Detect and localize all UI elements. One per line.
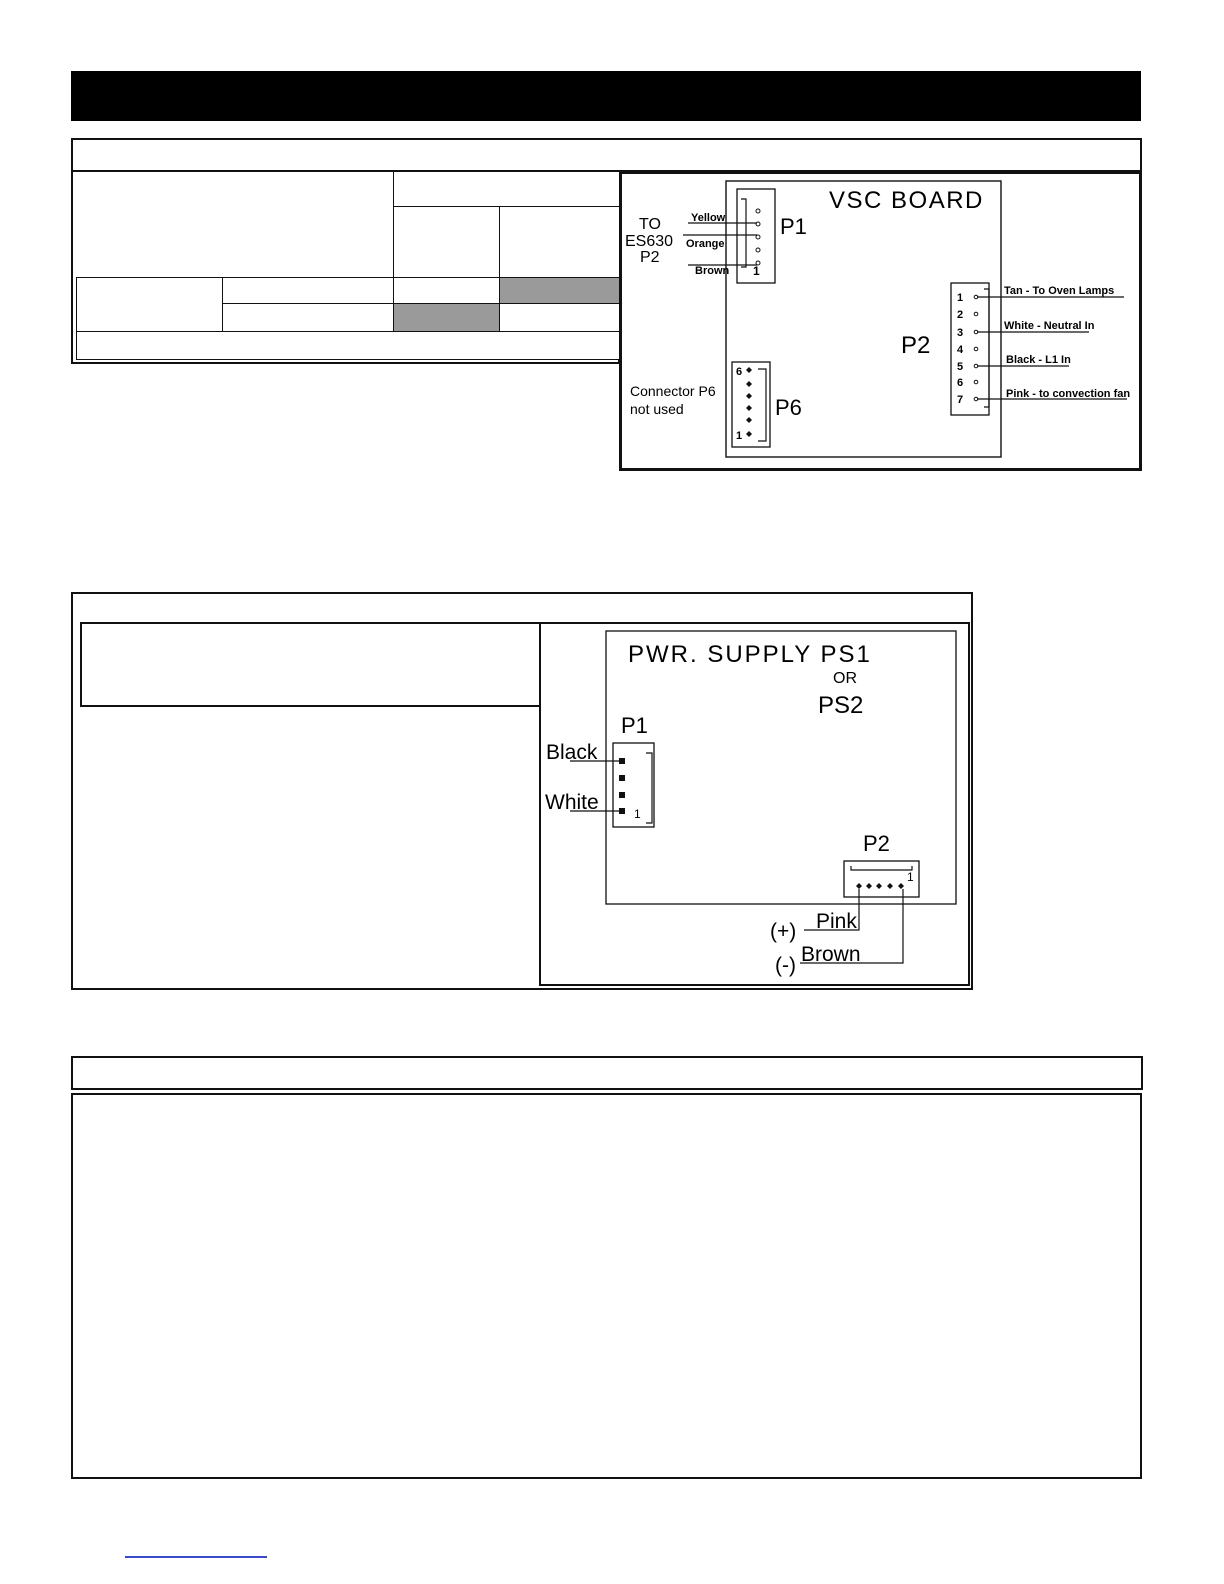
p2-wire-pink: Pink - to convection fan — [1006, 388, 1131, 400]
vsc-board-title: VSC BOARD — [829, 187, 984, 214]
p2-pin-2: 2 — [957, 309, 964, 321]
p2-wire-white: White - Neutral In — [1004, 320, 1095, 332]
p2-pin-6: 6 — [957, 377, 964, 389]
p6-pin-bottom: 1 — [736, 430, 743, 442]
p2-wire-tan: Tan - To Oven Lamps — [1004, 285, 1115, 297]
p2-wire-black: Black - L1 In — [1006, 354, 1071, 366]
table-col-header-2 — [499, 206, 620, 278]
ps-p2-polarity-plus: (+) — [770, 920, 797, 943]
p6-note-line-2: not used — [630, 401, 684, 417]
p2-pin-1: 1 — [957, 292, 964, 304]
p1-wire-orange: Orange — [686, 238, 725, 250]
p2-pin-3: 3 — [957, 327, 964, 339]
section-1-header — [71, 138, 1142, 172]
ps-p2-wire-brown: Brown — [801, 943, 861, 966]
power-supply-alt-title: PS2 — [818, 692, 864, 719]
to-label-line-1: TO — [639, 216, 661, 233]
footer-link-underline[interactable] — [125, 1556, 267, 1558]
power-supply-diagram-box — [539, 622, 970, 986]
p6-connector-label: P6 — [775, 395, 802, 420]
ps-p1-pin1: 1 — [634, 807, 641, 821]
table-col-header-1 — [393, 206, 500, 278]
vsc-board-diagram — [619, 171, 1142, 471]
section-3-body — [71, 1093, 1142, 1479]
ps-p1-wire-black: Black — [546, 741, 598, 764]
p2-connector-label: P2 — [901, 332, 931, 359]
table-row-1-val-1 — [393, 277, 500, 304]
to-label-line-2: ES630 — [625, 233, 674, 250]
power-supply-title: PWR. SUPPLY PS1 — [628, 641, 872, 668]
power-supply-or: OR — [833, 670, 857, 687]
power-supply-outline — [606, 631, 956, 904]
p1-pin1-label: 1 — [753, 264, 760, 278]
p1-pin — [756, 248, 760, 252]
table-row-1-sub — [222, 277, 394, 304]
power-supply-diagram — [539, 622, 970, 986]
p2-pin-4: 4 — [957, 344, 964, 356]
table-row-2-val-1-shaded — [393, 303, 500, 332]
table-row-2-val-2 — [499, 303, 620, 332]
power-supply-section — [71, 592, 973, 990]
ps-p2-wire-pink: Pink — [816, 910, 857, 933]
table-row-2-sub — [222, 303, 394, 332]
ps-p1-wire-white: White — [545, 791, 599, 814]
p1-connector-label: P1 — [780, 214, 807, 239]
to-label-line-3: P2 — [640, 249, 660, 266]
section-3-header — [71, 1056, 1143, 1090]
p6-pin-top: 6 — [736, 366, 743, 378]
table-row-1-val-2-shaded — [499, 277, 620, 304]
table-row-label — [76, 277, 223, 332]
ps-p2-label: P2 — [863, 831, 890, 856]
page-header-bar — [71, 71, 1141, 121]
p2-pin-5: 5 — [957, 361, 964, 373]
vsc-board-panel — [619, 171, 1142, 471]
ps-p2-polarity-minus: (-) — [775, 954, 796, 977]
ps-p1-label: P1 — [621, 713, 648, 738]
p1-wire-brown: Brown — [695, 265, 730, 277]
p2-pin-7: 7 — [957, 394, 964, 406]
power-supply-info-box — [80, 622, 541, 707]
p1-wire-yellow: Yellow — [691, 212, 726, 224]
p6-note-line-1: Connector P6 — [630, 383, 716, 399]
table-footer-row — [76, 331, 620, 360]
p1-pin — [756, 209, 760, 213]
p1-pin — [756, 235, 760, 239]
ps-p2-pin1: 1 — [907, 870, 914, 884]
table-group-header — [393, 171, 620, 207]
voltage-table — [71, 171, 620, 364]
